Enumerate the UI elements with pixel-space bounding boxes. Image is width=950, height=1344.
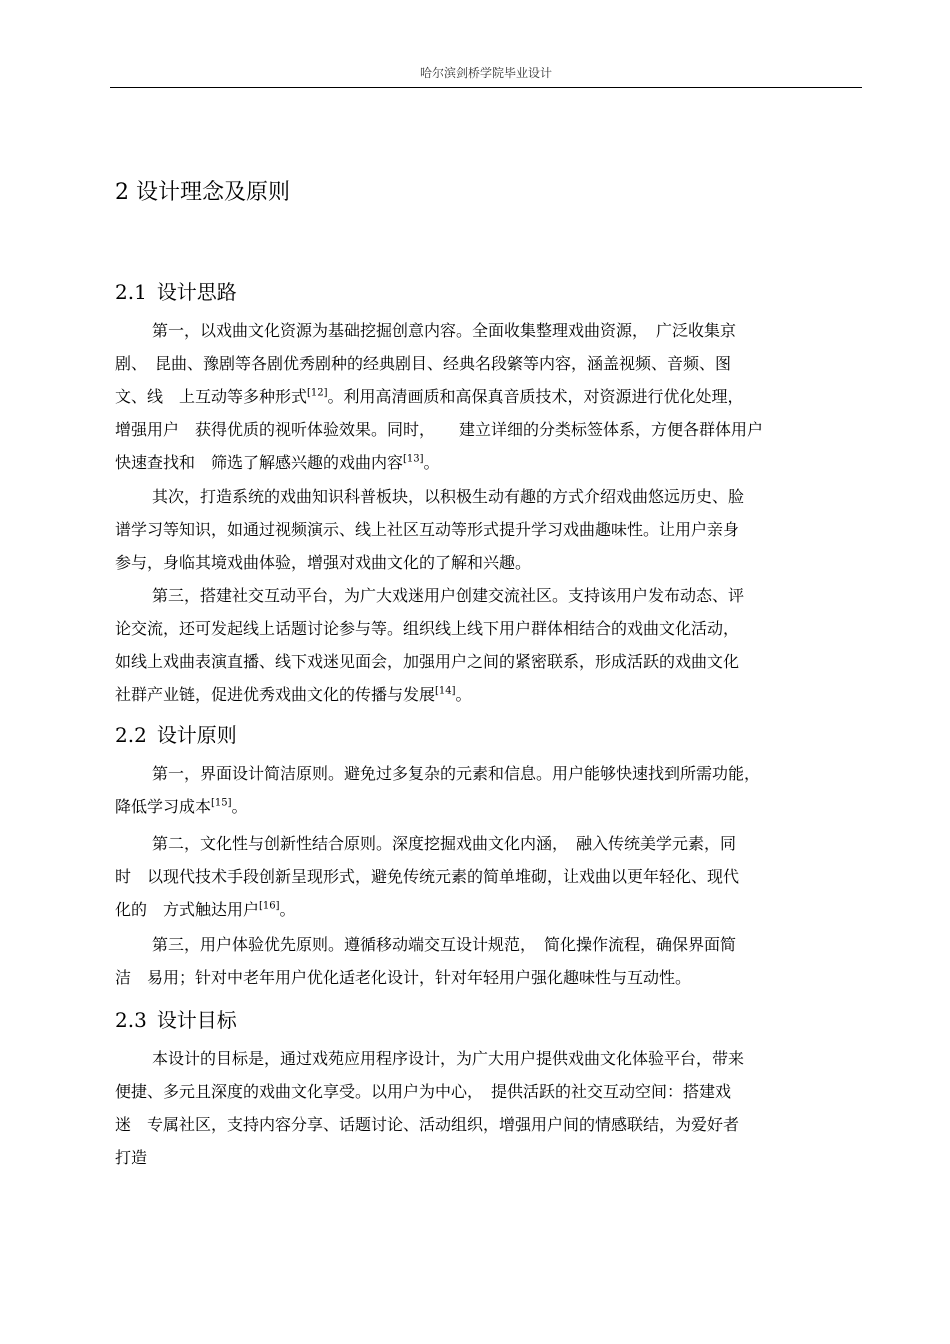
paragraph-2-3-1 (115, 1042, 863, 1174)
chapter-title: 2 设计理念及原则 (115, 180, 290, 205)
text-line: 剧、 昆曲、豫剧等各剧优秀剧种的经典剧目、经典名段綮等内容，涵盖视频、音频、图 (115, 354, 732, 373)
citation: [13] (403, 453, 424, 465)
text-run: 。利用高清画质和高保真音质技术，对资源进行优化处理， (327, 387, 744, 406)
text-line: 谱学习等知识，如通过视频演示、线上社区互动等形式提升学习戏曲趣味性。让用户亲身 (115, 520, 740, 539)
text-line: 如线上戏曲表演直播、线下戏迷见面会，加强用户之间的紧密联系，形成活跃的戏曲文化 (115, 652, 740, 671)
header-divider (110, 87, 862, 88)
section-title: 设计思路 (156, 280, 237, 304)
text-line: 论交流，还可发起线上话题讨论参与等。组织线上线下用户群体相结合的戏曲文化活动， (115, 619, 740, 638)
paragraph-2-2-1 (115, 757, 863, 823)
text-run: 降低学习成本 (115, 797, 212, 816)
text-line: 参与，身临其境戏曲体验，增强对戏曲文化的了解和兴趣。 (115, 553, 532, 572)
section-number: 2.3 (115, 1008, 147, 1032)
text-run: 化的 方式触达用户 (115, 900, 260, 919)
text-line: 洁 易用；针对中老年用户优化适老化设计，针对年轻用户强化趣味性与互动性。 (115, 968, 692, 987)
page-header: 哈尔滨剑桥学院毕业设计 (419, 66, 552, 80)
citation: [12] (307, 387, 328, 399)
text-line (115, 678, 863, 711)
text-line (115, 380, 863, 413)
text-line (115, 893, 863, 926)
text-run: 文、线 上互动等多种形式 (115, 387, 308, 406)
text-run: 社群产业链，促进优秀戏曲文化的传播与发展 (115, 685, 436, 704)
section-heading-2-1 (115, 276, 237, 305)
text-line: 第二，文化性与创新性结合原则。深度挖掘戏曲文化内涵， 融入传统美学元素，同 (152, 834, 737, 853)
text-line (115, 446, 863, 479)
section-title: 设计目标 (156, 1008, 237, 1032)
citation: [14] (435, 685, 456, 697)
text-run: 快速查找和 筛选了解感兴趣的戏曲内容 (115, 453, 404, 472)
text-line: 第三，用户体验优先原则。遵循移动端交互设计规范， 简化操作流程，确保界面简 (152, 935, 737, 954)
paragraph-2-1-2 (115, 480, 863, 579)
paragraph-2-2-2 (115, 827, 863, 926)
text-line (115, 790, 863, 823)
text-line: 第一，界面设计简洁原则。避免过多复杂的元素和信息。用户能够快速找到所需功能， (152, 764, 761, 783)
text-line: 迷 专属社区，支持内容分享、话题讨论、活动组织，增强用户间的情感联结，为爱好者 (115, 1115, 740, 1134)
text-run: 。 (455, 685, 472, 704)
text-line: 本设计的目标是，通过戏苑应用程序设计，为广大用户提供戏曲文化体验平台，带来 (152, 1049, 745, 1068)
section-number: 2.1 (115, 280, 147, 304)
citation: [16] (259, 900, 280, 912)
text-line: 打造 (115, 1148, 148, 1167)
paragraph-2-1-3 (115, 579, 863, 711)
text-line: 时 以现代技术手段创新呈现形式，避免传统元素的简单堆砌，让戏曲以更年轻化、现代 (115, 867, 740, 886)
paragraph-2-1-1 (115, 314, 863, 479)
section-heading-2-2 (115, 719, 237, 748)
text-line: 增强用户 获得优质的视听体验效果。同时， 建立详细的分类标签体系，方便各群体用户 (115, 420, 764, 439)
text-line: 便捷、多元且深度的戏曲文化享受。以用户为中心， 提供活跃的社交互动空间：搭建戏 (115, 1082, 732, 1101)
text-run: 。 (279, 900, 296, 919)
text-line: 其次，打造系统的戏曲知识科普板块，以积极生动有趣的方式介绍戏曲悠远历史、脸 (152, 487, 745, 506)
text-run: 。 (231, 797, 248, 816)
text-run: 。 (423, 453, 440, 472)
section-heading-2-3 (115, 1004, 237, 1033)
text-line: 第三，搭建社交互动平台，为广大戏迷用户创建交流社区。支持该用户发布动态、评 (152, 586, 745, 605)
paragraph-2-2-3 (115, 928, 863, 994)
section-title: 设计原则 (156, 723, 237, 747)
section-number: 2.2 (115, 723, 147, 747)
text-line: 第一，以戏曲文化资源为基础挖掘创意内容。全面收集整理戏曲资源， 广泛收集京 (152, 321, 737, 340)
citation: [15] (211, 797, 232, 809)
